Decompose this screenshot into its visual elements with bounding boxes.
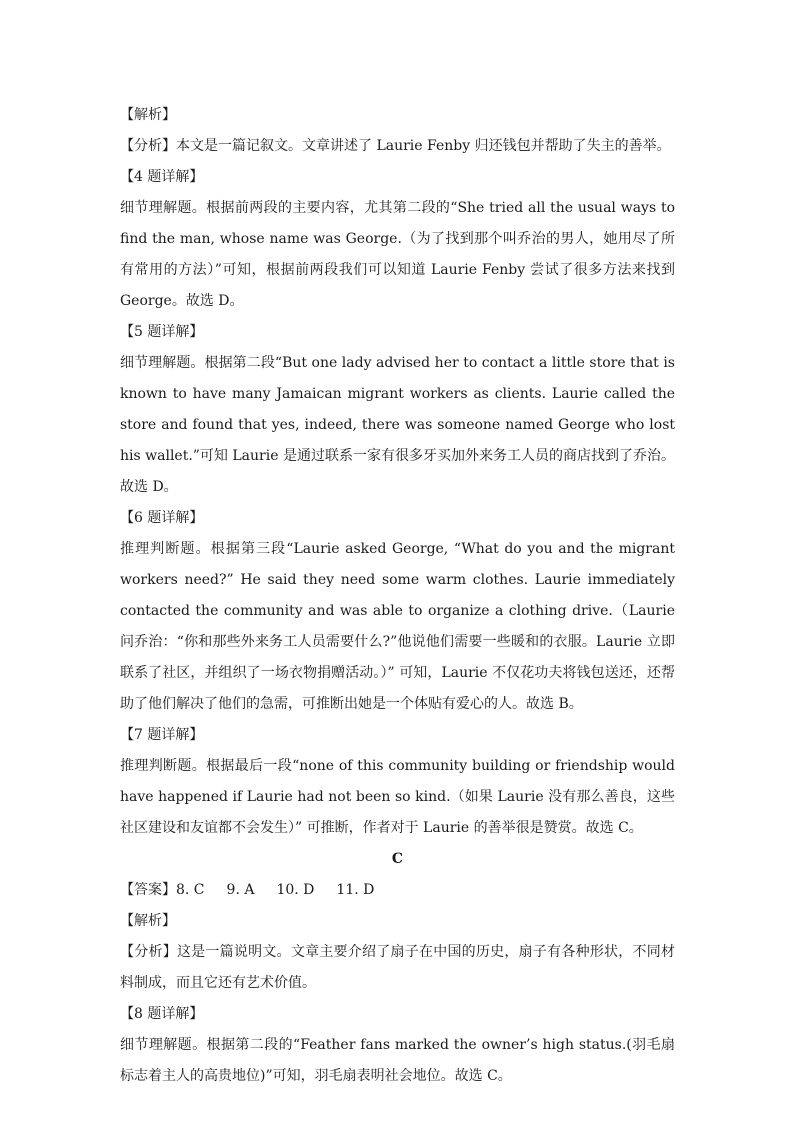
analysis-line: 【分析】本文是一篇记叙文。文章讲述了 Laurie Fenby 归还钱包并帮助了失主的善举。 [120, 138, 671, 154]
answer-item: 9. A [226, 882, 255, 898]
analysis-2: 【分析】这是一篇说明文。文章主要介绍了扇子在中国的历史，扇子有各种形状，不同材料制成，而且它还有艺术价值。 [120, 944, 675, 991]
heading-q8: 【8 题详解】 [120, 1006, 204, 1022]
q7-explanation: 推理判断题。根据最后一段“none of this community building or friendship would have happened if Laurie had not been so kind.（如果 Laurie 没有那么善良，这些社区建设和友谊都不会发生）” 可推断，作者对于 Laurie 的善举很是赞赏。故选 C。 [120, 758, 675, 836]
heading-q6: 【6 题详解】 [120, 510, 204, 526]
q6-explanation: 推理判断题。根据第三段“Laurie asked George, “What do you and the migrant workers need?” He said they need some warm clothes. Laurie immediately contacted the community and was able to organize a clothing drive.（Laurie 问乔治：“你和那些外来务工人员需要什么?”他说他们需要一些暖和的衣服。Laurie 立即联系了社区，并组织了一场衣物捐赠活动。）” 可知，Laurie 不仅花功夫将钱包送还，还帮助了他们解决了他们的急需，可推断出她是一个体贴有爱心的人。故选 B。 [120, 541, 675, 712]
heading-jiexi-2: 【解析】 [120, 913, 176, 929]
answer-item: 11. D [336, 882, 375, 898]
q5-explanation: 细节理解题。根据第二段“But one lady advised her to contact a little store that is known to have many Jamaican migrant workers as clients. Laurie called the store and found that yes, indeed, there was someone named George who lost his wallet.”可知 Laurie 是通过联系一家有很多牙买加外来务工人员的商店找到了乔治。故选 D。 [120, 355, 675, 495]
heading-q4: 【4 题详解】 [120, 169, 204, 185]
heading-q5: 【5 题详解】 [120, 324, 204, 340]
heading-jiexi: 【解析】 [120, 107, 176, 123]
q4-explanation: 细节理解题。根据前两段的主要内容，尤其第二段的“She tried all the usual ways to find the man, whose name was George.（为了找到那个叫乔治的男人，她用尽了所有常用的方法）”可知，根据前两段我们可以知道 Laurie Fenby 尝试了很多方法来找到 George。故选 D。 [120, 200, 675, 309]
answer-line [120, 875, 675, 906]
heading-q7: 【7 题详解】 [120, 727, 204, 743]
document-body [120, 100, 675, 1092]
q8-explanation: 细节理解题。根据第二段的“Feather fans marked the owner’s high status.(羽毛扇标志着主人的高贵地位)”可知，羽毛扇表明社会地位。故选 C。 [120, 1037, 675, 1084]
answer-item: 8. C [176, 882, 205, 898]
section-title-c: C [391, 851, 404, 867]
answer-label: 【答案】 [120, 882, 176, 898]
answer-item: 10. D [276, 882, 315, 898]
